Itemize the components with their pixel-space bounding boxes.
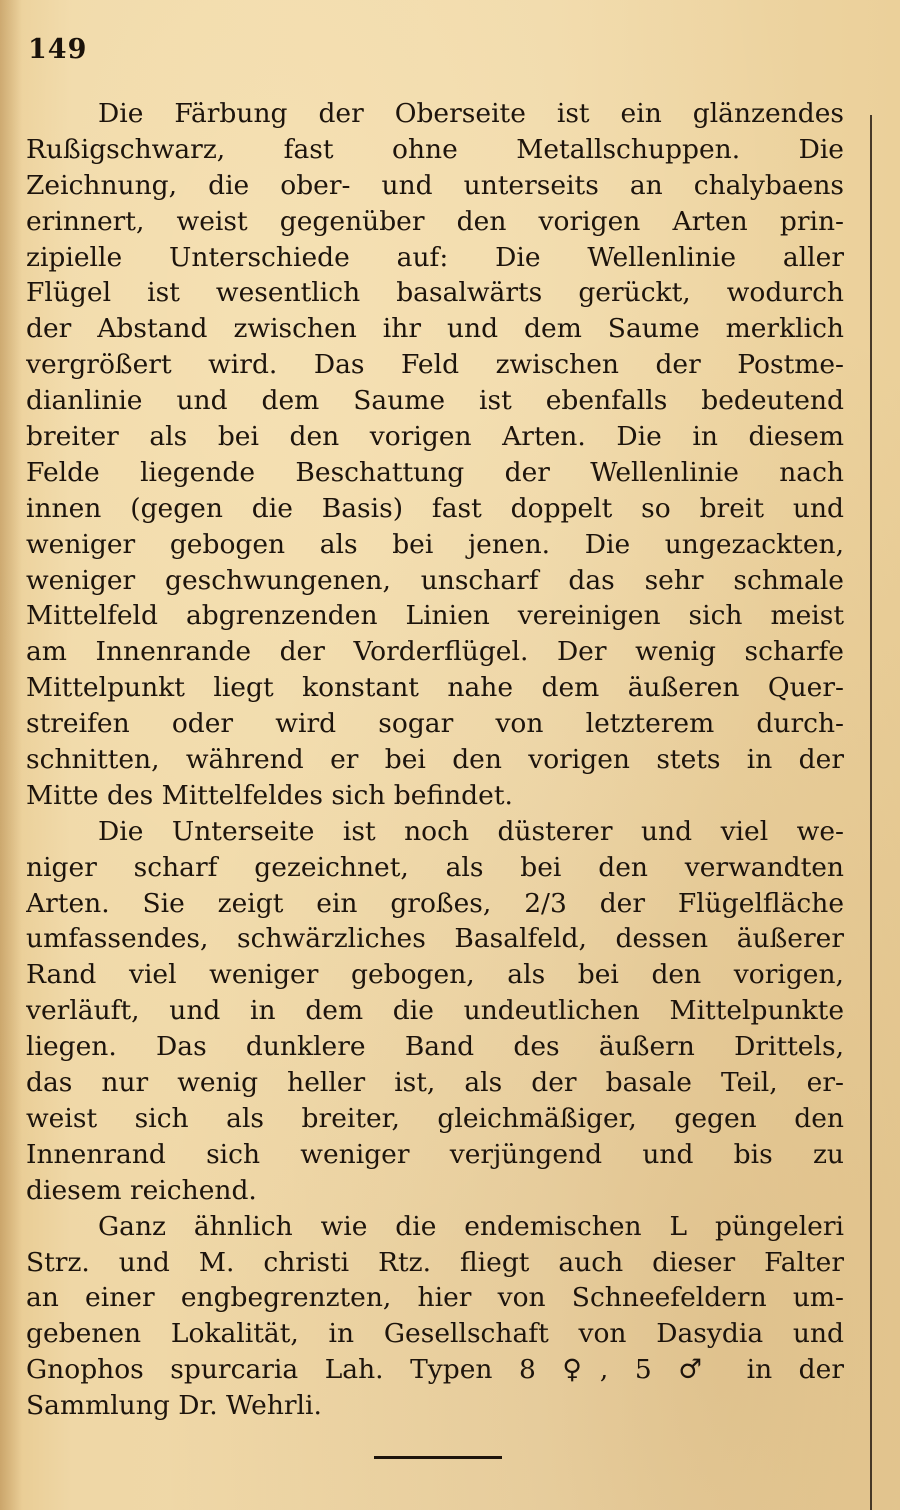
text-line: das nur wenig heller ist, als der basale Teil, er-: [26, 1067, 844, 1099]
text-line: verläuft, und in dem die undeutlichen Mittelpunkte: [26, 995, 844, 1027]
text-line: Rand viel weniger gebogen, als bei den vorigen,: [26, 959, 844, 991]
text-line: Innenrand sich weniger verjüngend und bis zu: [26, 1138, 844, 1170]
footer-rule: [374, 1456, 502, 1459]
text-line: Zeichnung, die ober- und unterseits an chalybaens: [26, 169, 844, 201]
text-line: gebenen Lokalität, in Gesellschaft von Dasydia und: [26, 1318, 844, 1350]
right-margin-rule: [870, 115, 872, 1510]
text-line: der Abstand zwischen ihr und dem Saume merklich: [26, 313, 844, 345]
body-text: [26, 96, 844, 1424]
text-line: zipielle Unterschiede auf: Die Wellenlinie aller: [26, 241, 844, 273]
text-line: liegen. Das dunklere Band des äußern Drittels,: [26, 1031, 844, 1063]
text-line: am Innenrande der Vorderflügel. Der wenig scharfe: [26, 636, 844, 668]
text-line: Flügel ist wesentlich basalwärts gerückt, wodurch: [26, 277, 844, 309]
text-line: niger scharf gezeichnet, als bei den verwandten: [26, 851, 844, 883]
text-line: umfassendes, schwärzliches Basalfeld, dessen äußerer: [26, 923, 844, 955]
text-line: vergrößert wird. Das Feld zwischen der Postme-: [26, 349, 844, 381]
text-line: Sammlung Dr. Wehrli.: [26, 1390, 322, 1422]
text-line: streifen oder wird sogar von letzterem durch-: [26, 708, 844, 740]
text-line: weniger gebogen als bei jenen. Die ungezackten,: [26, 528, 844, 560]
text-line: schnitten, während er bei den vorigen stets in der: [26, 744, 844, 776]
text-line: Mittelfeld abgrenzenden Linien vereinigen sich meist: [26, 600, 844, 632]
text-line: Mitte des Mittelfeldes sich befindet.: [26, 779, 513, 811]
text-line: diesem reichend.: [26, 1174, 257, 1206]
page-number: 149: [28, 34, 88, 65]
text-line: Mittelpunkt liegt konstant nahe dem äußeren Quer-: [26, 672, 844, 704]
text-line: erinnert, weist gegenüber den vorigen Arten prin-: [26, 205, 844, 237]
text-line: breiter als bei den vorigen Arten. Die in diesem: [26, 421, 844, 453]
text-line: Felde liegende Beschattung der Wellenlinie nach: [26, 456, 844, 488]
text-line: Die Unterseite ist noch düsterer und viel we-: [98, 815, 844, 847]
text-line: Die Färbung der Oberseite ist ein glänzendes: [98, 98, 844, 129]
text-line: dianlinie und dem Saume ist ebenfalls bedeutend: [26, 385, 844, 417]
text-line: innen (gegen die Basis) fast doppelt so breit und: [26, 492, 844, 524]
text-line: weniger geschwungenen, unscharf das sehr schmale: [26, 564, 844, 596]
text-line: Gnophos spurcaria Lah. Typen 8 ♀, 5 ♂ in der: [26, 1354, 844, 1386]
text-line: weist sich als breiter, gleichmäßiger, gegen den: [26, 1102, 844, 1134]
text-line: Strz. und M. christi Rtz. fliegt auch dieser Falter: [26, 1246, 844, 1278]
page-edge-shadow: [0, 0, 22, 1510]
text-line: Ganz ähnlich wie die endemischen L püngeleri: [98, 1210, 844, 1242]
text-line: Rußigschwarz, fast ohne Metallschuppen. Die: [26, 133, 844, 165]
text-line: an einer engbegrenzten, hier von Schneefeldern um-: [26, 1282, 844, 1314]
text-line: Arten. Sie zeigt ein großes, 2/3 der Flügelfläche: [26, 887, 844, 919]
